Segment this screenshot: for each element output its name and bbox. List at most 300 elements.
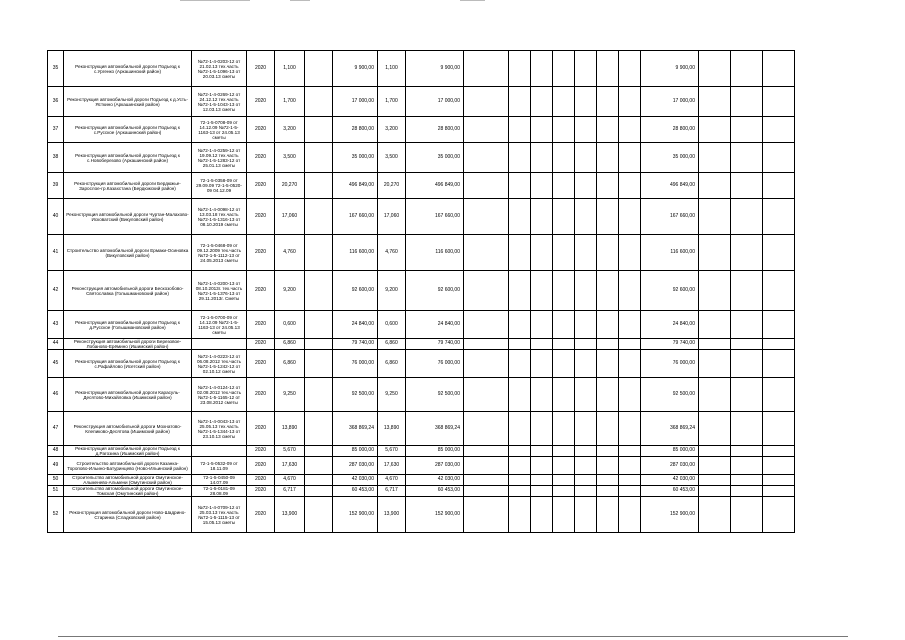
scan-mark (290, 0, 310, 1)
empty-cell (731, 235, 763, 271)
empty-cell (575, 339, 597, 350)
empty-cell (699, 446, 731, 457)
total: 42 030,00 (641, 475, 699, 486)
empty-cell (531, 486, 553, 497)
row-number: 49 (48, 457, 64, 475)
empty-cell (731, 350, 763, 378)
length-km-2: 1,100 (378, 51, 406, 87)
empty-cell (464, 199, 509, 235)
empty-cell (597, 199, 619, 235)
empty-cell (619, 412, 641, 446)
empty-cell (531, 446, 553, 457)
empty-cell (597, 173, 619, 199)
length-km-2: 0,600 (378, 311, 406, 339)
empty-cell (699, 412, 731, 446)
road-name: Реконструкция автомобильной дороги Подъезд к д.Усть-Ясткино (Аркашинский район) (64, 87, 192, 117)
empty-cell (763, 51, 795, 87)
empty-cell (305, 199, 333, 235)
length-km: 17,630 (275, 457, 305, 475)
empty-cell (763, 446, 795, 457)
empty-cell (575, 486, 597, 497)
length-km-2: 9,250 (378, 378, 406, 412)
year: 2020 (247, 475, 275, 486)
row-number: 38 (48, 143, 64, 173)
empty-cell (553, 117, 575, 143)
table-row (48, 199, 795, 235)
length-km-2: 4,760 (378, 235, 406, 271)
length-km-2: 13,890 (378, 412, 406, 446)
road-name: Строительство автомобильной дороги Омутинское-Томская (Омутинский район) (64, 486, 192, 497)
total: 167 660,00 (641, 199, 699, 235)
empty-cell (464, 87, 509, 117)
length-km: 6,717 (275, 486, 305, 497)
empty-cell (619, 51, 641, 87)
empty-cell (464, 378, 509, 412)
length-km-2: 6,860 (378, 350, 406, 378)
empty-cell (464, 173, 509, 199)
year: 2020 (247, 143, 275, 173)
length-km: 9,250 (275, 378, 305, 412)
cost-2: 167 660,00 (406, 199, 464, 235)
empty-cell (575, 235, 597, 271)
length-km: 1,100 (275, 51, 305, 87)
cost-2: 28 800,00 (406, 117, 464, 143)
empty-cell (699, 87, 731, 117)
empty-cell (575, 271, 597, 311)
empty-cell (731, 311, 763, 339)
empty-cell (731, 457, 763, 475)
empty-cell (553, 271, 575, 311)
empty-cell (509, 350, 531, 378)
roads-table (47, 50, 795, 533)
total: 85 000,00 (641, 446, 699, 457)
page-bottom-rule (58, 636, 848, 637)
empty-cell (597, 339, 619, 350)
empty-cell (575, 457, 597, 475)
empty-cell (464, 143, 509, 173)
empty-cell (699, 51, 731, 87)
cost: 35 000,00 (333, 143, 378, 173)
cost-2: 85 000,00 (406, 446, 464, 457)
empty-cell (509, 199, 531, 235)
empty-cell (619, 378, 641, 412)
empty-cell (619, 497, 641, 533)
cost: 9 900,00 (333, 51, 378, 87)
year: 2020 (247, 271, 275, 311)
cost-2: 79 740,00 (406, 339, 464, 350)
empty-cell (305, 486, 333, 497)
cost-2: 60 453,00 (406, 486, 464, 497)
cost-2: 152 900,00 (406, 497, 464, 533)
empty-cell (553, 486, 575, 497)
document-ref: №72-1-4-0259-12 от 19.09.12 тех.часть №72-1-5-1283-12 от 25.01.13 сметы (192, 143, 247, 173)
table-row (48, 143, 795, 173)
document-ref: №72-1-4-0124-12 от 02.08.2012 тех.часть №72-1-5-1165-12 от 23.08.2012 сметы (192, 378, 247, 412)
table-row (48, 117, 795, 143)
empty-cell (575, 143, 597, 173)
empty-cell (305, 311, 333, 339)
cost-2: 496 849,00 (406, 173, 464, 199)
empty-cell (464, 350, 509, 378)
empty-cell (763, 412, 795, 446)
document-ref: №72-1-4-0203-12 от 21.02.13 тех.часть №72-1-5-1096-13 от 20.03.13 сметы (192, 51, 247, 87)
empty-cell (731, 271, 763, 311)
row-number: 36 (48, 87, 64, 117)
empty-cell (553, 173, 575, 199)
empty-cell (619, 311, 641, 339)
document-ref: №72-1-4-0709-12 от 25.03.13 тех.часть №72-1-5-1115-13 от 15.05.13 сметы (192, 497, 247, 533)
empty-cell (731, 173, 763, 199)
empty-cell (553, 235, 575, 271)
empty-cell (597, 235, 619, 271)
empty-cell (464, 497, 509, 533)
empty-cell (731, 378, 763, 412)
empty-cell (531, 199, 553, 235)
length-km-2: 3,200 (378, 117, 406, 143)
empty-cell (619, 350, 641, 378)
empty-cell (763, 457, 795, 475)
document-ref: 72-1-5-0468-09 от 09.12.2009 тех.часть №72-1-5-1112-13 от 24.05.2013 сметы (192, 235, 247, 271)
empty-cell (509, 457, 531, 475)
length-km-2: 17,630 (378, 457, 406, 475)
cost-2: 76 000,00 (406, 350, 464, 378)
road-name: Реконструкция автомобильной дороги Березовое-Лобаново-Ерёмино (Ишимский район) (64, 339, 192, 350)
empty-cell (553, 350, 575, 378)
empty-cell (699, 271, 731, 311)
empty-cell (575, 87, 597, 117)
cost: 24 840,00 (333, 311, 378, 339)
length-km: 1,700 (275, 87, 305, 117)
empty-cell (731, 87, 763, 117)
empty-cell (699, 457, 731, 475)
road-name: Строительство автомобильной дороги Ермаки-Осиновка (Викуловский район) (64, 235, 192, 271)
scan-mark (180, 0, 250, 1)
cost: 152 900,00 (333, 497, 378, 533)
row-number: 37 (48, 117, 64, 143)
empty-cell (597, 475, 619, 486)
empty-cell (553, 378, 575, 412)
empty-cell (575, 350, 597, 378)
document-ref: №72-1-4-0269-12 от 24.12.12 тех.часть №72-1-5-1043-13 от 12.03.13 сметы (192, 87, 247, 117)
cost: 368 869,24 (333, 412, 378, 446)
year: 2020 (247, 117, 275, 143)
empty-cell (731, 51, 763, 87)
cost-2: 24 840,00 (406, 311, 464, 339)
length-km-2: 1,700 (378, 87, 406, 117)
empty-cell (509, 51, 531, 87)
empty-cell (509, 475, 531, 486)
document-ref: 72-1-5-0532-09 от 18.11.09 (192, 457, 247, 475)
empty-cell (509, 117, 531, 143)
document-ref: 72-1-5-0358-09 от 29.09.09 72-1-5-0520-09 04.12.09 (192, 173, 247, 199)
empty-cell (619, 117, 641, 143)
cost: 28 800,00 (333, 117, 378, 143)
document-ref: 72-1-5-0450-09 14.07.09 (192, 475, 247, 486)
length-km-2: 3,500 (378, 143, 406, 173)
road-name: Реконструкция автомобильной дороги Подъезд к д.Русское (Голышмановский район) (64, 311, 192, 339)
length-km: 5,670 (275, 446, 305, 457)
empty-cell (731, 339, 763, 350)
empty-cell (531, 173, 553, 199)
empty-cell (731, 497, 763, 533)
year: 2020 (247, 497, 275, 533)
table-row (48, 87, 795, 117)
empty-cell (619, 87, 641, 117)
table-row (48, 339, 795, 350)
length-km: 0,600 (275, 311, 305, 339)
total: 368 869,24 (641, 412, 699, 446)
empty-cell (464, 235, 509, 271)
empty-cell (464, 271, 509, 311)
empty-cell (553, 87, 575, 117)
length-km-2: 13,900 (378, 497, 406, 533)
cost: 79 740,00 (333, 339, 378, 350)
table-row (48, 412, 795, 446)
total: 60 453,00 (641, 486, 699, 497)
empty-cell (699, 378, 731, 412)
road-name: Реконструкция автомобильной дороги Мохнатово-Клепиково-Десятова (Ишимский район) (64, 412, 192, 446)
empty-cell (553, 475, 575, 486)
year: 2020 (247, 350, 275, 378)
row-number: 39 (48, 173, 64, 199)
empty-cell (731, 486, 763, 497)
document-ref: №72-1-4-0200-13 от 08.10.2013г. тех.часть №72-1-5-1376-13 от 29.11.2013г. Сметы (192, 271, 247, 311)
total: 79 740,00 (641, 339, 699, 350)
table-row (48, 486, 795, 497)
length-km-2: 6,717 (378, 486, 406, 497)
total: 9 900,00 (641, 51, 699, 87)
year: 2020 (247, 446, 275, 457)
empty-cell (305, 271, 333, 311)
empty-cell (531, 117, 553, 143)
empty-cell (553, 143, 575, 173)
row-number: 35 (48, 51, 64, 87)
cost-2: 92 500,00 (406, 378, 464, 412)
empty-cell (575, 173, 597, 199)
road-name: Реконструкция автомобильной дороги Подъезд к с.Рафайлово (Исетский район) (64, 350, 192, 378)
cost: 496 849,00 (333, 173, 378, 199)
empty-cell (531, 311, 553, 339)
empty-cell (553, 412, 575, 446)
road-name: Реконструкция автомобильной дороги Ново-Шадрино-Старинка (Сладковский район) (64, 497, 192, 533)
cost-2: 9 900,00 (406, 51, 464, 87)
empty-cell (763, 199, 795, 235)
total: 92 600,00 (641, 271, 699, 311)
empty-cell (509, 497, 531, 533)
cost-2: 368 869,24 (406, 412, 464, 446)
empty-cell (464, 412, 509, 446)
empty-cell (699, 311, 731, 339)
empty-cell (305, 350, 333, 378)
empty-cell (305, 87, 333, 117)
empty-cell (531, 475, 553, 486)
empty-cell (305, 143, 333, 173)
road-name: Реконструкция автомобильной дороги Подъезд к с.Ургенко (Аркашинский район) (64, 51, 192, 87)
empty-cell (509, 412, 531, 446)
total: 287 030,00 (641, 457, 699, 475)
empty-cell (464, 117, 509, 143)
year: 2020 (247, 378, 275, 412)
empty-cell (619, 143, 641, 173)
empty-cell (597, 51, 619, 87)
empty-cell (597, 143, 619, 173)
empty-cell (464, 486, 509, 497)
cost: 92 600,00 (333, 271, 378, 311)
cost-2: 17 000,00 (406, 87, 464, 117)
cost: 60 453,00 (333, 486, 378, 497)
year: 2020 (247, 87, 275, 117)
road-name: Реконструкция автомобильной дороги Бердюжье-Зарослое-гр.Казахстана (Бердюжский район) (64, 173, 192, 199)
road-name: Реконструкция автомобильной дороги Подъезд к д.Рагозина (Ишимский район) (64, 446, 192, 457)
empty-cell (464, 339, 509, 350)
table-row (48, 457, 795, 475)
empty-cell (531, 457, 553, 475)
cost-2: 92 600,00 (406, 271, 464, 311)
empty-cell (553, 199, 575, 235)
empty-cell (763, 475, 795, 486)
table-row (48, 173, 795, 199)
empty-cell (699, 486, 731, 497)
empty-cell (575, 311, 597, 339)
row-number: 48 (48, 446, 64, 457)
empty-cell (619, 235, 641, 271)
document-ref (192, 446, 247, 457)
table-row (48, 497, 795, 533)
table-row (48, 51, 795, 87)
empty-cell (619, 457, 641, 475)
empty-cell (509, 173, 531, 199)
empty-cell (597, 87, 619, 117)
empty-cell (575, 199, 597, 235)
empty-cell (699, 350, 731, 378)
empty-cell (464, 446, 509, 457)
empty-cell (575, 117, 597, 143)
empty-cell (619, 486, 641, 497)
cost: 17 000,00 (333, 87, 378, 117)
road-name: Реконструкция автомобильной дороги Чуртан-Малахово-Исковатский (Викуловский район) (64, 199, 192, 235)
document-ref: №72-1-4-0043-13 от 25.05.13 тех.часть №72-1-5-1344-13 от 23.10.13 сметы (192, 412, 247, 446)
row-number: 40 (48, 199, 64, 235)
empty-cell (597, 271, 619, 311)
empty-cell (509, 378, 531, 412)
length-km: 3,200 (275, 117, 305, 143)
document-ref: №72-1-4-0223-12 от 06.08.2012 тех.часть №72-1-5-1242-12 от 02.10.12 сметы (192, 350, 247, 378)
empty-cell (597, 446, 619, 457)
empty-cell (763, 350, 795, 378)
empty-cell (305, 446, 333, 457)
row-number: 45 (48, 350, 64, 378)
empty-cell (575, 378, 597, 412)
empty-cell (305, 378, 333, 412)
table-row (48, 311, 795, 339)
empty-cell (531, 143, 553, 173)
empty-cell (553, 311, 575, 339)
empty-cell (597, 457, 619, 475)
table-row (48, 378, 795, 412)
empty-cell (619, 199, 641, 235)
year: 2020 (247, 199, 275, 235)
length-km: 9,200 (275, 271, 305, 311)
empty-cell (553, 457, 575, 475)
empty-cell (531, 87, 553, 117)
empty-cell (619, 446, 641, 457)
year: 2020 (247, 486, 275, 497)
empty-cell (305, 173, 333, 199)
total: 92 500,00 (641, 378, 699, 412)
empty-cell (509, 143, 531, 173)
empty-cell (763, 486, 795, 497)
length-km: 4,670 (275, 475, 305, 486)
empty-cell (531, 235, 553, 271)
row-number: 42 (48, 271, 64, 311)
road-name: Реконструкция автомобильной дороги Подъезд к с.Новоберезово (Аркашинский район) (64, 143, 192, 173)
empty-cell (553, 497, 575, 533)
length-km: 6,860 (275, 350, 305, 378)
empty-cell (699, 173, 731, 199)
cost-2: 42 030,00 (406, 475, 464, 486)
empty-cell (509, 271, 531, 311)
table-row (48, 446, 795, 457)
empty-cell (597, 378, 619, 412)
empty-cell (464, 311, 509, 339)
road-name: Реконструкция автомобильной дороги Бескозобово-Святославка (Голышмановский район) (64, 271, 192, 311)
empty-cell (553, 446, 575, 457)
length-km: 4,760 (275, 235, 305, 271)
empty-cell (699, 497, 731, 533)
row-number: 52 (48, 497, 64, 533)
empty-cell (597, 412, 619, 446)
table-row (48, 235, 795, 271)
road-name: Реконструкция автомобильной дороги Подъезд к с.Русское (Аркашинский район) (64, 117, 192, 143)
empty-cell (531, 271, 553, 311)
empty-cell (305, 457, 333, 475)
length-km: 17,060 (275, 199, 305, 235)
empty-cell (305, 117, 333, 143)
empty-cell (305, 51, 333, 87)
empty-cell (464, 457, 509, 475)
empty-cell (699, 475, 731, 486)
length-km: 20,270 (275, 173, 305, 199)
empty-cell (509, 87, 531, 117)
empty-cell (699, 143, 731, 173)
length-km-2: 9,200 (378, 271, 406, 311)
empty-cell (597, 350, 619, 378)
empty-cell (597, 117, 619, 143)
cost-2: 35 000,00 (406, 143, 464, 173)
total: 116 600,00 (641, 235, 699, 271)
year: 2020 (247, 339, 275, 350)
total: 35 000,00 (641, 143, 699, 173)
empty-cell (699, 339, 731, 350)
cost: 287 030,00 (333, 457, 378, 475)
length-km: 13,890 (275, 412, 305, 446)
empty-cell (553, 51, 575, 87)
empty-cell (731, 143, 763, 173)
empty-cell (619, 173, 641, 199)
length-km-2: 6,860 (378, 339, 406, 350)
cost-2: 287 030,00 (406, 457, 464, 475)
row-number: 46 (48, 378, 64, 412)
empty-cell (763, 87, 795, 117)
year: 2020 (247, 412, 275, 446)
empty-cell (305, 497, 333, 533)
document-ref: 72-1-5-0181-09 28.08.09 (192, 486, 247, 497)
cost: 76 000,00 (333, 350, 378, 378)
document-ref: 72-1-5-0700-09 от 14.12.09 №72-1-5-1163-13 от 24.05.13 сметы (192, 311, 247, 339)
length-km-2: 20,270 (378, 173, 406, 199)
empty-cell (619, 475, 641, 486)
row-number: 51 (48, 486, 64, 497)
